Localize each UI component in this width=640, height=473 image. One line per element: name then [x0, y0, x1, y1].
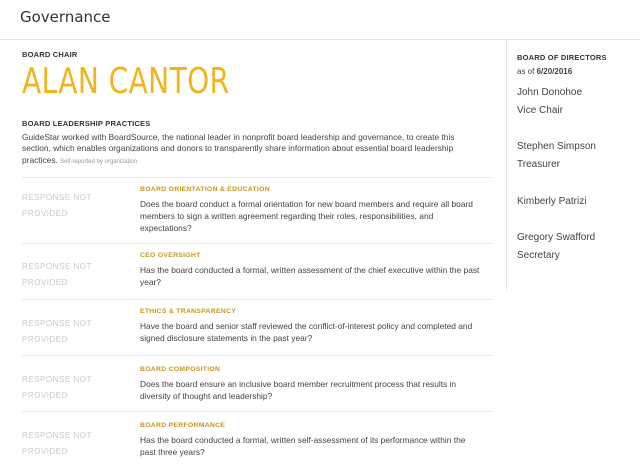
- as-of-date-value: 6/20/2016: [536, 67, 573, 76]
- practice-board-orientation: [22, 177, 492, 241]
- practice-title: ETHICS & TRANSPARENCY: [140, 308, 237, 315]
- practice-board-composition: [22, 355, 492, 410]
- self-reported-note: Self-reported by organization: [60, 158, 138, 165]
- director-name: Kimberly Patrizi: [517, 196, 587, 207]
- response-line-1: RESPONSE NOT: [22, 319, 92, 328]
- practice-question: Does the board conduct a formal orientation for new board members and require all board members to sign a written agreement regarding their roles, responsibilities, and expectations?: [140, 199, 473, 233]
- practice-title: CEO OVERSIGHT: [140, 252, 201, 259]
- director-role: Vice Chair: [517, 105, 563, 116]
- director-role: Secretary: [517, 250, 560, 261]
- practice-title: BOARD PERFORMANCE: [140, 422, 226, 429]
- response-status: [22, 190, 122, 222]
- response-line-2: PROVIDED: [22, 278, 68, 287]
- practice-ceo-oversight: [22, 243, 492, 298]
- response-line-2: PROVIDED: [22, 335, 68, 344]
- response-line-2: PROVIDED: [22, 209, 68, 218]
- response-status: [22, 259, 122, 291]
- response-line-2: PROVIDED: [22, 447, 68, 456]
- page-header: [0, 0, 640, 40]
- practice-question: Have the board and senior staff reviewed the conflict-of-interest policy and completed and signed disclosure statements in the past year?: [140, 321, 473, 343]
- response-status: [22, 428, 122, 460]
- response-line-1: RESPONSE NOT: [22, 431, 92, 440]
- response-line-1: RESPONSE NOT: [22, 262, 92, 271]
- board-chair-label: BOARD CHAIR: [22, 50, 78, 59]
- practice-ethics-transparency: [22, 299, 492, 354]
- director-role: Treasurer: [517, 159, 560, 170]
- practice-title: BOARD ORIENTATION & EDUCATION: [140, 186, 270, 193]
- governance-main: [22, 40, 492, 473]
- board-of-directors-label: BOARD OF DIRECTORS: [517, 53, 607, 62]
- response-line-2: PROVIDED: [22, 391, 68, 400]
- director-name: John Donohoe: [517, 87, 583, 98]
- response-status: [22, 372, 122, 404]
- practices-intro: [22, 132, 462, 168]
- as-of-prefix: as of: [517, 67, 535, 76]
- response-line-1: RESPONSE NOT: [22, 375, 92, 384]
- response-line-1: RESPONSE NOT: [22, 193, 92, 202]
- practice-board-performance: [22, 411, 492, 471]
- board-chair-name: ALAN CANTOR: [22, 61, 230, 102]
- practice-question: Does the board ensure an inclusive board member recruitment process that results in diversity of thought and leadership?: [140, 379, 457, 401]
- board-of-directors-panel: [506, 40, 640, 290]
- practices-intro-text: GuideStar worked with BoardSource, the national leader in nonprofit board leadership and governance, to create this section, which enables organizations and donors to transparently share information about essential board leadership practices.: [22, 132, 455, 165]
- practice-question: Has the board conducted a formal, written assessment of the chief executive within the past year?: [140, 265, 480, 287]
- response-status: [22, 316, 122, 348]
- director-name: Stephen Simpson: [517, 141, 596, 152]
- practice-title: BOARD COMPOSITION: [140, 366, 221, 373]
- practice-question: Has the board conducted a formal, written self-assessment of its performance within the past three years?: [140, 435, 466, 457]
- board-leadership-practices-label: BOARD LEADERSHIP PRACTICES: [22, 119, 151, 128]
- page-title: Governance: [20, 8, 111, 26]
- as-of-date: [517, 67, 572, 76]
- director-name: Gregory Swafford: [517, 232, 596, 243]
